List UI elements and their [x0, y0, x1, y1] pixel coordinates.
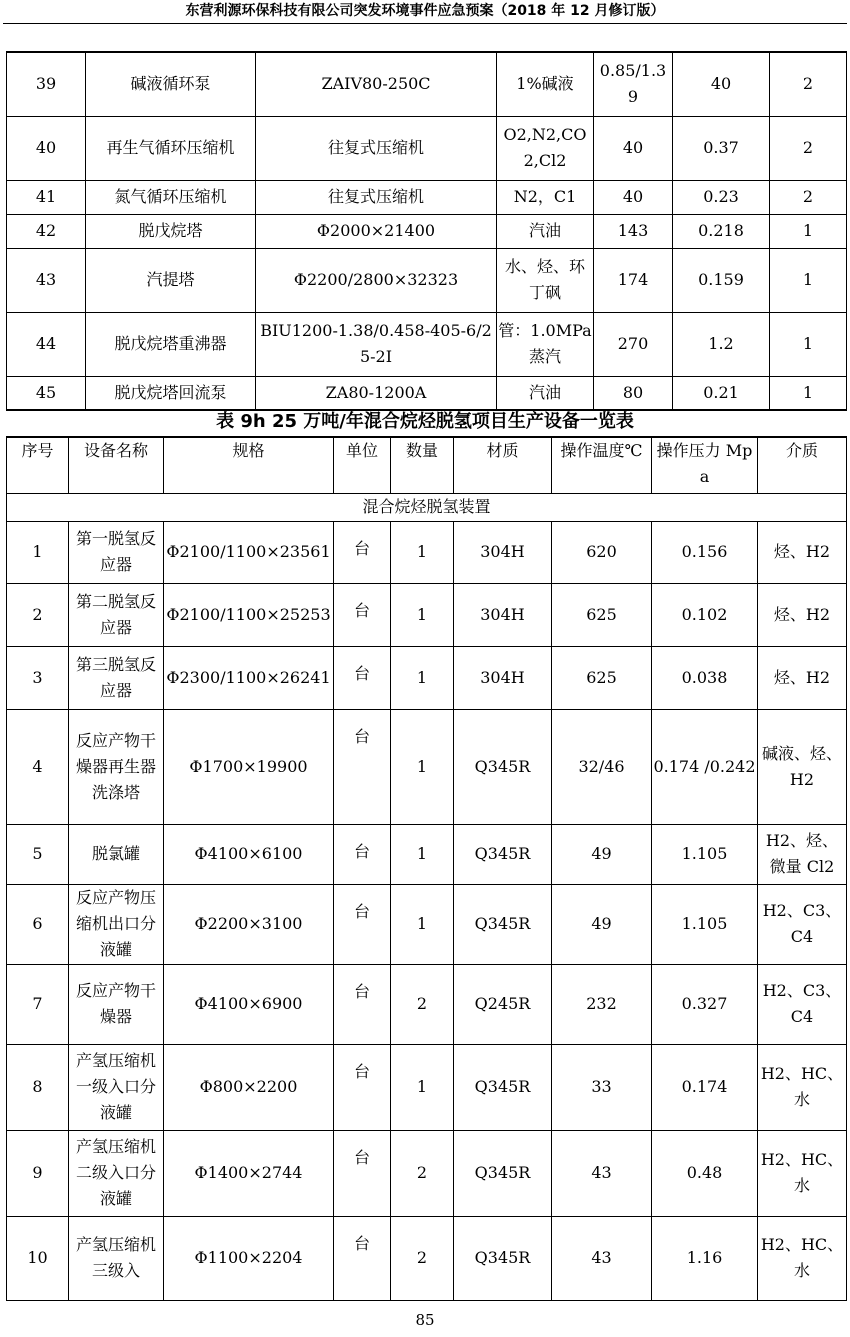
- cell-unit: 台: [334, 824, 391, 884]
- cell-pressure: 0.156: [652, 521, 758, 583]
- header-temp: 操作温度℃: [552, 437, 652, 493]
- cell-temp: 49: [552, 884, 652, 964]
- cell-material: Q345R: [454, 1044, 552, 1130]
- cell-name: 氮气循环压缩机: [86, 180, 256, 214]
- cell-temp: 43: [552, 1216, 652, 1300]
- cell-no: 43: [7, 248, 86, 312]
- cell-name: 第二脱氢反应器: [69, 583, 164, 646]
- cell-no: 44: [7, 312, 86, 376]
- cell-medium: H2、C3、C4: [758, 964, 847, 1044]
- cell-no: 7: [7, 964, 69, 1044]
- cell-medium: 烃、H2: [758, 583, 847, 646]
- cell-qty: 1: [391, 709, 454, 824]
- header-pressure: 操作压力 Mpa: [652, 437, 758, 493]
- cell-no: 3: [7, 646, 69, 709]
- cell-pressure: 0.174 /0.242: [652, 709, 758, 824]
- cell-pressure: 0.218: [673, 214, 770, 248]
- cell-spec: Φ800×2200: [164, 1044, 334, 1130]
- cell-medium: 烃、H2: [758, 646, 847, 709]
- section-row: [7, 493, 847, 521]
- cell-name: 产氢压缩机二级入口分液罐: [69, 1130, 164, 1216]
- cell-spec: Φ2100/1100×25253: [164, 583, 334, 646]
- cell-material: 304H: [454, 646, 552, 709]
- cell-no: 8: [7, 1044, 69, 1130]
- cell-pressure: 0.174: [652, 1044, 758, 1130]
- cell-temp: 80: [594, 376, 673, 410]
- cell-medium: H2、烃、微量 Cl2: [758, 824, 847, 884]
- table-row: [7, 116, 847, 180]
- cell-no: 45: [7, 376, 86, 410]
- table-row: [7, 376, 847, 410]
- cell-material: Q345R: [454, 884, 552, 964]
- cell-temp: 49: [552, 824, 652, 884]
- cell-qty: 1: [770, 312, 847, 376]
- cell-qty: 1: [391, 824, 454, 884]
- cell-spec: Φ4100×6100: [164, 824, 334, 884]
- cell-spec: 往复式压缩机: [256, 180, 497, 214]
- cell-medium: O2,N2,CO2,Cl2: [497, 116, 594, 180]
- cell-pressure: 1.105: [652, 824, 758, 884]
- continued-equipment-table: [6, 51, 847, 411]
- cell-name: 脱戊烷塔: [86, 214, 256, 248]
- cell-qty: 1: [770, 214, 847, 248]
- cell-unit: 台: [334, 884, 391, 964]
- cell-unit: 台: [334, 709, 391, 824]
- cell-pressure: 1.16: [652, 1216, 758, 1300]
- cell-no: 10: [7, 1216, 69, 1300]
- header-rule: [3, 23, 847, 24]
- cell-temp: 40: [594, 180, 673, 214]
- cell-no: 2: [7, 583, 69, 646]
- cell-name: 第一脱氢反应器: [69, 521, 164, 583]
- table-row: [7, 214, 847, 248]
- cell-name: 产氢压缩机三级入: [69, 1216, 164, 1300]
- cell-material: Q345R: [454, 1216, 552, 1300]
- cell-unit: 台: [334, 1216, 391, 1300]
- cell-spec: Φ2100/1100×23561: [164, 521, 334, 583]
- cell-qty: 1: [391, 583, 454, 646]
- cell-material: Q345R: [454, 1130, 552, 1216]
- cell-name: 再生气循环压缩机: [86, 116, 256, 180]
- cell-material: Q245R: [454, 964, 552, 1044]
- cell-unit: 台: [334, 1044, 391, 1130]
- table-row: [7, 646, 847, 709]
- table-header-row: [7, 437, 847, 493]
- header-material: 材质: [454, 437, 552, 493]
- cell-medium: 汽油: [497, 376, 594, 410]
- cell-name: 反应产物压缩机出口分液罐: [69, 884, 164, 964]
- cell-material: Q345R: [454, 824, 552, 884]
- cell-pressure: 0.48: [652, 1130, 758, 1216]
- header-no: 序号: [7, 437, 69, 493]
- cell-spec: Φ2200/2800×32323: [256, 248, 497, 312]
- cell-temp: 43: [552, 1130, 652, 1216]
- cell-pressure: 0.038: [652, 646, 758, 709]
- cell-no: 9: [7, 1130, 69, 1216]
- cell-material: 304H: [454, 583, 552, 646]
- cell-medium: 汽油: [497, 214, 594, 248]
- table-row: [7, 52, 847, 116]
- cell-qty: 1: [391, 521, 454, 583]
- cell-temp: 174: [594, 248, 673, 312]
- cell-name: 产氢压缩机一级入口分液罐: [69, 1044, 164, 1130]
- cell-name: 碱液循环泵: [86, 52, 256, 116]
- cell-qty: 2: [770, 52, 847, 116]
- cell-medium: 管：1.0MPa蒸汽: [497, 312, 594, 376]
- header-medium: 介质: [758, 437, 847, 493]
- table-row: [7, 964, 847, 1044]
- cell-material: Q345R: [454, 709, 552, 824]
- cell-no: 5: [7, 824, 69, 884]
- cell-medium: 烃、H2: [758, 521, 847, 583]
- cell-pressure: 40: [673, 52, 770, 116]
- cell-no: 41: [7, 180, 86, 214]
- cell-spec: Φ1100×2204: [164, 1216, 334, 1300]
- table-row: [7, 583, 847, 646]
- cell-temp: 0.85/1.39: [594, 52, 673, 116]
- cell-unit: 台: [334, 1130, 391, 1216]
- cell-unit: 台: [334, 583, 391, 646]
- cell-temp: 625: [552, 583, 652, 646]
- cell-no: 39: [7, 52, 86, 116]
- cell-pressure: 0.159: [673, 248, 770, 312]
- cell-spec: Φ2200×3100: [164, 884, 334, 964]
- cell-no: 1: [7, 521, 69, 583]
- cell-temp: 620: [552, 521, 652, 583]
- table-row: [7, 180, 847, 214]
- cell-name: 第三脱氢反应器: [69, 646, 164, 709]
- header-spec: 规格: [164, 437, 334, 493]
- table-row: [7, 1216, 847, 1300]
- cell-qty: 2: [391, 1130, 454, 1216]
- cell-spec: ZAIV80-250C: [256, 52, 497, 116]
- cell-unit: 台: [334, 521, 391, 583]
- cell-pressure: 0.21: [673, 376, 770, 410]
- table-row: [7, 248, 847, 312]
- cell-medium: H2、HC、水: [758, 1130, 847, 1216]
- cell-qty: 2: [770, 116, 847, 180]
- cell-name: 脱氯罐: [69, 824, 164, 884]
- cell-qty: 1: [391, 884, 454, 964]
- page-number: 85: [415, 1311, 435, 1329]
- cell-name: 脱戊烷塔回流泵: [86, 376, 256, 410]
- cell-qty: 2: [770, 180, 847, 214]
- cell-medium: 碱液、烃、H2: [758, 709, 847, 824]
- cell-name: 反应产物干燥器: [69, 964, 164, 1044]
- cell-medium: H2、HC、水: [758, 1216, 847, 1300]
- cell-medium: N2，C1: [497, 180, 594, 214]
- table-row: [7, 521, 847, 583]
- cell-material: 304H: [454, 521, 552, 583]
- cell-spec: Φ1700×19900: [164, 709, 334, 824]
- cell-spec: Φ2000×21400: [256, 214, 497, 248]
- cell-medium: 1%碱液: [497, 52, 594, 116]
- equipment-list-table: [6, 436, 847, 1301]
- table-caption: 表 9h 25 万吨/年混合烷烃脱氢项目生产设备一览表: [216, 411, 634, 432]
- header-qty: 数量: [391, 437, 454, 493]
- cell-name: 汽提塔: [86, 248, 256, 312]
- cell-name: 反应产物干燥器再生器洗涤塔: [69, 709, 164, 824]
- cell-pressure: 0.23: [673, 180, 770, 214]
- cell-spec: Φ4100×6900: [164, 964, 334, 1044]
- cell-qty: 2: [391, 964, 454, 1044]
- cell-qty: 1: [770, 248, 847, 312]
- cell-temp: 32/46: [552, 709, 652, 824]
- cell-no: 40: [7, 116, 86, 180]
- cell-medium: H2、C3、C4: [758, 884, 847, 964]
- table-row: [7, 1130, 847, 1216]
- header-name: 设备名称: [69, 437, 164, 493]
- cell-pressure: 0.327: [652, 964, 758, 1044]
- table-row: [7, 884, 847, 964]
- page-header: 东营利源环保科技有限公司突发环境事件应急预案（2018 年 12 月修订版）: [185, 3, 665, 19]
- cell-no: 6: [7, 884, 69, 964]
- section-title: 混合烷烃脱氢装置: [7, 493, 847, 521]
- cell-medium: H2、HC、水: [758, 1044, 847, 1130]
- cell-qty: 1: [770, 376, 847, 410]
- cell-qty: 2: [391, 1216, 454, 1300]
- table-row: [7, 312, 847, 376]
- cell-spec: Φ1400×2744: [164, 1130, 334, 1216]
- cell-temp: 40: [594, 116, 673, 180]
- cell-pressure: 1.105: [652, 884, 758, 964]
- cell-temp: 143: [594, 214, 673, 248]
- cell-spec: ZA80-1200A: [256, 376, 497, 410]
- table-row: [7, 1044, 847, 1130]
- cell-spec: 往复式压缩机: [256, 116, 497, 180]
- cell-pressure: 1.2: [673, 312, 770, 376]
- cell-temp: 33: [552, 1044, 652, 1130]
- cell-qty: 1: [391, 646, 454, 709]
- cell-no: 42: [7, 214, 86, 248]
- cell-spec: BIU1200-1.38/0.458-405-6/25-2I: [256, 312, 497, 376]
- cell-pressure: 0.37: [673, 116, 770, 180]
- cell-unit: 台: [334, 646, 391, 709]
- table-row: [7, 709, 847, 824]
- cell-no: 4: [7, 709, 69, 824]
- cell-temp: 270: [594, 312, 673, 376]
- cell-temp: 232: [552, 964, 652, 1044]
- cell-name: 脱戊烷塔重沸器: [86, 312, 256, 376]
- cell-medium: 水、烃、环丁砜: [497, 248, 594, 312]
- cell-temp: 625: [552, 646, 652, 709]
- table-row: [7, 824, 847, 884]
- header-unit: 单位: [334, 437, 391, 493]
- cell-pressure: 0.102: [652, 583, 758, 646]
- cell-qty: 1: [391, 1044, 454, 1130]
- cell-spec: Φ2300/1100×26241: [164, 646, 334, 709]
- cell-unit: 台: [334, 964, 391, 1044]
